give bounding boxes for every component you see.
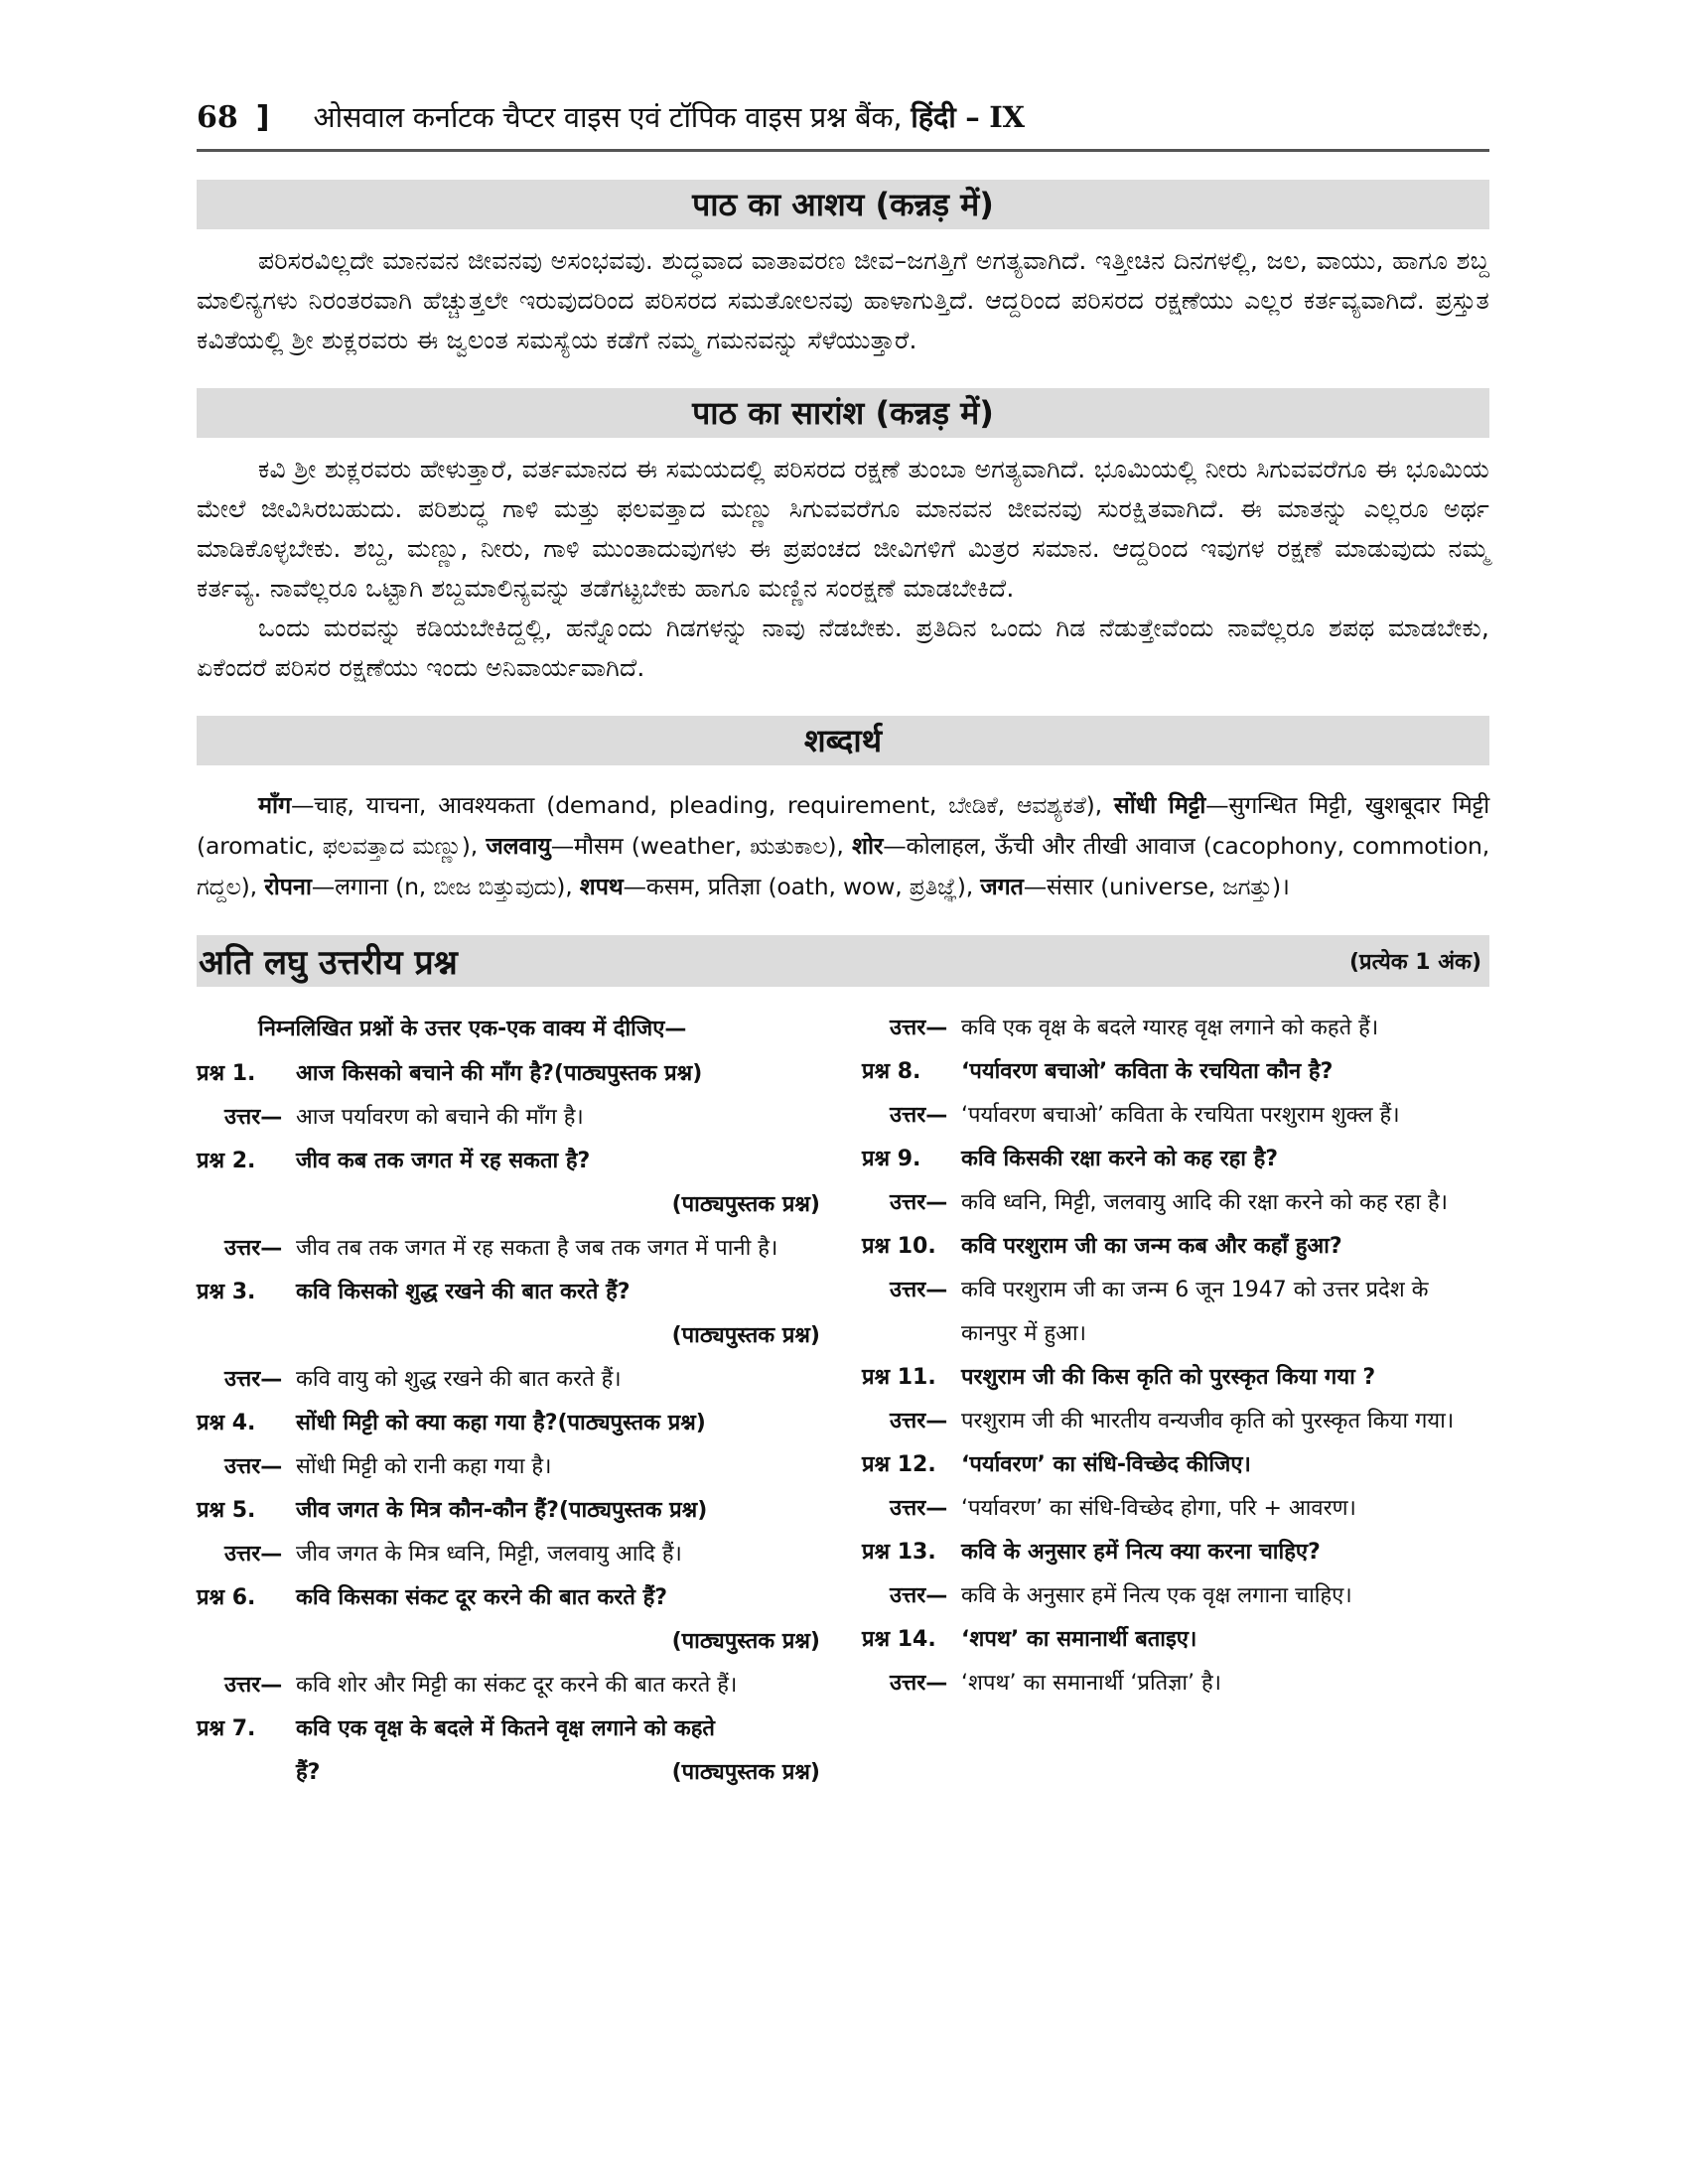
source-tag: (पाठ्यपुस्तक प्रश्न) [558, 1498, 708, 1523]
question: प्रश्न 7. कवि एक वृक्ष के बदले में कितने वृक्ष लगाने को कहते हैं? (पाठ्यपुस्तक प्रश्न) [197, 1707, 832, 1795]
qa-columns [197, 1007, 1489, 1795]
glossary [197, 785, 1489, 907]
running-header [197, 97, 1489, 152]
answer: उत्तर— जीव तब तक जगत में रह सकता है जब तक जगत में पानी है। [224, 1236, 778, 1261]
source-tag: (पाठ्यपुस्तक प्रश्न) [671, 1629, 820, 1654]
book-title: ओसवाल कर्नाटक चैप्टर वाइस एवं टॉपिक वाइस प्रश्न बैंक, हिंदी – IX [313, 100, 1025, 134]
page-number: 68 [197, 100, 238, 135]
question: प्रश्न 2. जीव कब तक जगत में रह सकता है? [197, 1149, 591, 1173]
glossary-term: शोर [851, 832, 884, 860]
book-subject: हिंदी – IX [911, 100, 1025, 134]
answer: उत्तर— कवि शोर और मिट्टी का संकट दूर करने की बात करते हैं। [224, 1673, 738, 1698]
glossary-term: शपथ [579, 873, 624, 900]
answer: उत्तर— कवि वायु को शुद्ध रखने की बात करते हैं। [224, 1367, 622, 1392]
answer: उत्तर— कवि के अनुसार हमें नित्य एक वृक्ष लगाना चाहिए। [890, 1583, 1352, 1608]
question: प्रश्न 6. कवि किसका संकट दूर करने की बात करते हैं? [197, 1585, 668, 1610]
heading-shabdarth: शब्दार्थ [197, 716, 1489, 765]
glossary-term: सोंधी मिट्टी [1113, 791, 1206, 819]
glossary-meaning: —संसार (universe, ಜಗತ್ತು)। [1023, 873, 1290, 900]
question: प्रश्न 5. जीव जगत के मित्र कौन-कौन हैं?(पाठ्यपुस्तक प्रश्न) [197, 1498, 708, 1523]
question: प्रश्न 9. कवि किसकी रक्षा करने को कह रहा है? [862, 1147, 1279, 1171]
question: प्रश्न 11. परशुराम जी की किस कृति को पुरस्कृत किया गया ? [862, 1365, 1376, 1390]
answer: उत्तर— आज पर्यावरण को बचाने की माँग है। [224, 1105, 584, 1130]
answer: उत्तर— परशुराम जी की भारतीय वन्यजीव कृति को पुरस्कृत किया गया। [890, 1409, 1455, 1433]
aashay-body [197, 241, 1489, 360]
source-tag: (पाठ्यपुस्तक प्रश्न) [671, 1760, 820, 1785]
heading-aashay: पाठ का आशय (कन्नड़ में) [197, 180, 1489, 229]
qa-instruction: निम्नलिखित प्रश्नों के उत्तर एक-एक वाक्य में दीजिए— [258, 1017, 687, 1041]
question: प्रश्न 8. ‘पर्यावरण बचाओ’ कविता के रचयिता कौन है? [862, 1059, 1334, 1084]
question: प्रश्न 12. ‘पर्यावरण’ का संधि-विच्छेद कीजिए। [862, 1452, 1251, 1477]
qa-right-column [862, 1007, 1489, 1795]
question: प्रश्न 10. कवि परशुराम जी का जन्म कब और कहाँ हुआ? [862, 1234, 1342, 1259]
answer: उत्तर— सोंधी मिट्टी को रानी कहा गया है। [224, 1454, 552, 1479]
aashay-paragraph: ಪರಿಸರವಿಲ್ಲದೇ ಮಾನವನ ಜೀವನವು ಅಸಂಭವವು. ಶುದ್ಧವಾದ ವಾತಾವರಣ ಜೀವ–ಜಗತ್ತಿಗೆ ಅಗತ್ಯವಾಗಿದೆ. ಇತ್ತೀಚಿನ ದಿನಗಳಲ್ಲಿ, ಜಲ, ವಾಯು, ಹಾಗೂ ಶಬ್ದ ಮಾಲಿನ್ಯಗಳು ನಿರಂತರವಾಗಿ ಹೆಚ್ಚುತ್ತಲೇ ಇರುವುದರಿಂದ ಪರಿಸರದ ಸಮತೋಲನವು ಹಾಳಾಗುತ್ತಿದೆ. ಆದ್ದರಿಂದ ಪರಿಸರದ ರಕ್ಷಣೆಯು ಎಲ್ಲರ ಕರ್ತವ್ಯವಾಗಿದೆ. ಪ್ರಸ್ತುತ ಕವಿತೆಯಲ್ಲಿ ಶ್ರೀ ಶುಕ್ಲರವರು ಈ ಜ್ವಲಂತ ಸಮಸ್ಯೆಯ ಕಡೆಗೆ ನಮ್ಮ ಗಮನವನ್ನು ಸೆಳೆಯುತ್ತಾರೆ. [197, 246, 1489, 354]
glossary-meaning: —चाह, याचना, आवश्यकता (demand, pleading, requirement, ಬೇಡಿಕೆ, ಆವಶ್ಯಕತೆ), [290, 791, 1102, 819]
glossary-meaning: —कसम, प्रतिज्ञा (oath, wow, ಪ್ರತಿಜ್ಞೆ), [623, 873, 973, 900]
answer: उत्तर— जीव जगत के मित्र ध्वनि, मिट्टी, जलवायु आदि हैं। [224, 1542, 682, 1567]
answer: उत्तर— ‘पर्यावरण बचाओ’ कविता के रचयिता परशुराम शुक्ल हैं। [890, 1103, 1400, 1128]
glossary-meaning: —मौसम (weather, ಋತುಕಾಲ), [550, 832, 844, 860]
qa-heading: अति लघु उत्तरीय प्रश्न [199, 943, 458, 983]
source-tag: (पाठ्यपुस्तक प्रश्न) [671, 1323, 820, 1348]
source-tag: (पाठ्यपुस्तक प्रश्न) [553, 1061, 703, 1086]
answer: उत्तर— ‘शपथ’ का समानार्थी ‘प्रतिज्ञा’ है। [890, 1671, 1222, 1696]
glossary-term: जलवायु [486, 832, 551, 860]
heading-saransh: पाठ का सारांश (कन्नड़ में) [197, 388, 1489, 438]
qa-marks: (प्रत्येक 1 अंक) [1349, 950, 1481, 975]
saransh-paragraph-2: ಒಂದು ಮರವನ್ನು ಕಡಿಯಬೇಕಿದ್ದಲ್ಲಿ, ಹನ್ನೊಂದು ಗಿಡಗಳನ್ನು ನಾವು ನೆಡಬೇಕು. ಪ್ರತಿದಿನ ಒಂದು ಗಿಡ ನೆಡುತ್ತೇವೆಂದು ನಾವೆಲ್ಲರೂ ಶಪಥ ಮಾಡಬೇಕು, ಏಕೆಂದರೆ ಪರಿಸರ ರಕ್ಷಣೆಯು ಇಂದು ಅನಿವಾರ್ಯವಾಗಿದೆ. [197, 614, 1489, 682]
question: प्रश्न 4. सोंधी मिट्टी को क्या कहा गया है?(पाठ्यपुस्तक प्रश्न) [197, 1411, 706, 1435]
saransh-paragraph-1: ಕವಿ ಶ್ರೀ ಶುಕ್ಲರವರು ಹೇಳುತ್ತಾರೆ, ವರ್ತಮಾನದ ಈ ಸಮಯದಲ್ಲಿ ಪರಿಸರದ ರಕ್ಷಣೆ ತುಂಬಾ ಅಗತ್ಯವಾಗಿದೆ. ಭೂಮಿಯಲ್ಲಿ ನೀರು ಸಿಗುವವರೆಗೂ ಈ ಭೂಮಿಯ ಮೇಲೆ ಜೀವಿಸಿರಬಹುದು. ಪರಿಶುದ್ಧ ಗಾಳಿ ಮತ್ತು ಫಲವತ್ತಾದ ಮಣ್ಣು ಸಿಗುವವರೆಗೂ ಮಾನವನ ಜೀವನವು ಸುರಕ್ಷಿತವಾಗಿದೆ. ಈ ಮಾತನ್ನು ಎಲ್ಲರೂ ಅರ್ಥ ಮಾಡಿಕೊಳ್ಳಬೇಕು. ಶಬ್ದ, ಮಣ್ಣು, ನೀರು, ಗಾಳಿ ಮುಂತಾದುವುಗಳು ಈ ಪ್ರಪಂಚದ ಜೀವಿಗಳಿಗೆ ಮಿತ್ರರ ಸಮಾನ. ಆದ್ದರಿಂದ ಇವುಗಳ ರಕ್ಷಣೆ ಮಾಡುವುದು ನಮ್ಮ ಕರ್ತವ್ಯ. ನಾವೆಲ್ಲರೂ ಒಟ್ಟಾಗಿ ಶಬ್ದಮಾಲಿನ್ಯವನ್ನು ತಡೆಗಟ್ಟಬೇಕು ಹಾಗೂ ಮಣ್ಣಿನ ಸಂರಕ್ಷಣೆ ಮಾಡಬೇಕಿದೆ. [197, 455, 1489, 603]
source-tag: (पाठ्यपुस्तक प्रश्न) [557, 1411, 706, 1435]
answer: उत्तर— कवि परशुराम जी का जन्म 6 जून 1947 को उत्तर प्रदेश के कानपुर में हुआ। [890, 1278, 1429, 1346]
question: प्रश्न 13. कवि के अनुसार हमें नित्य क्या करना चाहिए? [862, 1540, 1321, 1565]
saransh-body [197, 450, 1489, 688]
glossary-meaning: —कोलाहल, ऊँची और तीखी आवाज (cacophony, commotion, ಗದ್ದಲ), [197, 832, 1490, 900]
question: प्रश्न 3. कवि किसको शुद्ध रखने की बात करते हैं? [197, 1280, 631, 1304]
glossary-meaning: —सुगन्धित मिट्टी, खुशबूदार मिट्टी (aromatic, ಫಲವತ್ತಾದ ಮಣ್ಣು), [197, 791, 1489, 860]
question: प्रश्न 1. आज किसको बचाने की माँग है?(पाठ्यपुस्तक प्रश्न) [197, 1061, 703, 1086]
question: प्रश्न 14. ‘शपथ’ का समानार्थी बताइए। [862, 1627, 1197, 1652]
answer: उत्तर— कवि एक वृक्ष के बदले ग्यारह वृक्ष लगाने को कहते हैं। [890, 1016, 1379, 1040]
source-tag: (पाठ्यपुस्तक प्रश्न) [671, 1192, 820, 1217]
glossary-term: माँग [258, 791, 291, 819]
header-bracket: ] [255, 100, 270, 135]
answer: उत्तर— कवि ध्वनि, मिट्टी, जलवायु आदि की रक्षा करने को कह रहा है। [890, 1190, 1448, 1215]
qa-left-column [197, 1007, 832, 1795]
glossary-term: रोपना [264, 873, 312, 900]
qa-heading-band [197, 935, 1489, 987]
glossary-term: जगत [980, 873, 1024, 900]
answer: उत्तर— ‘पर्यावरण’ का संधि-विच्छेद होगा, परि + आवरण। [890, 1496, 1356, 1521]
glossary-meaning: —लगाना (n, ಬೀಜ ಬಿತ್ತುವುದು), [311, 873, 573, 900]
page [197, 97, 1489, 1795]
